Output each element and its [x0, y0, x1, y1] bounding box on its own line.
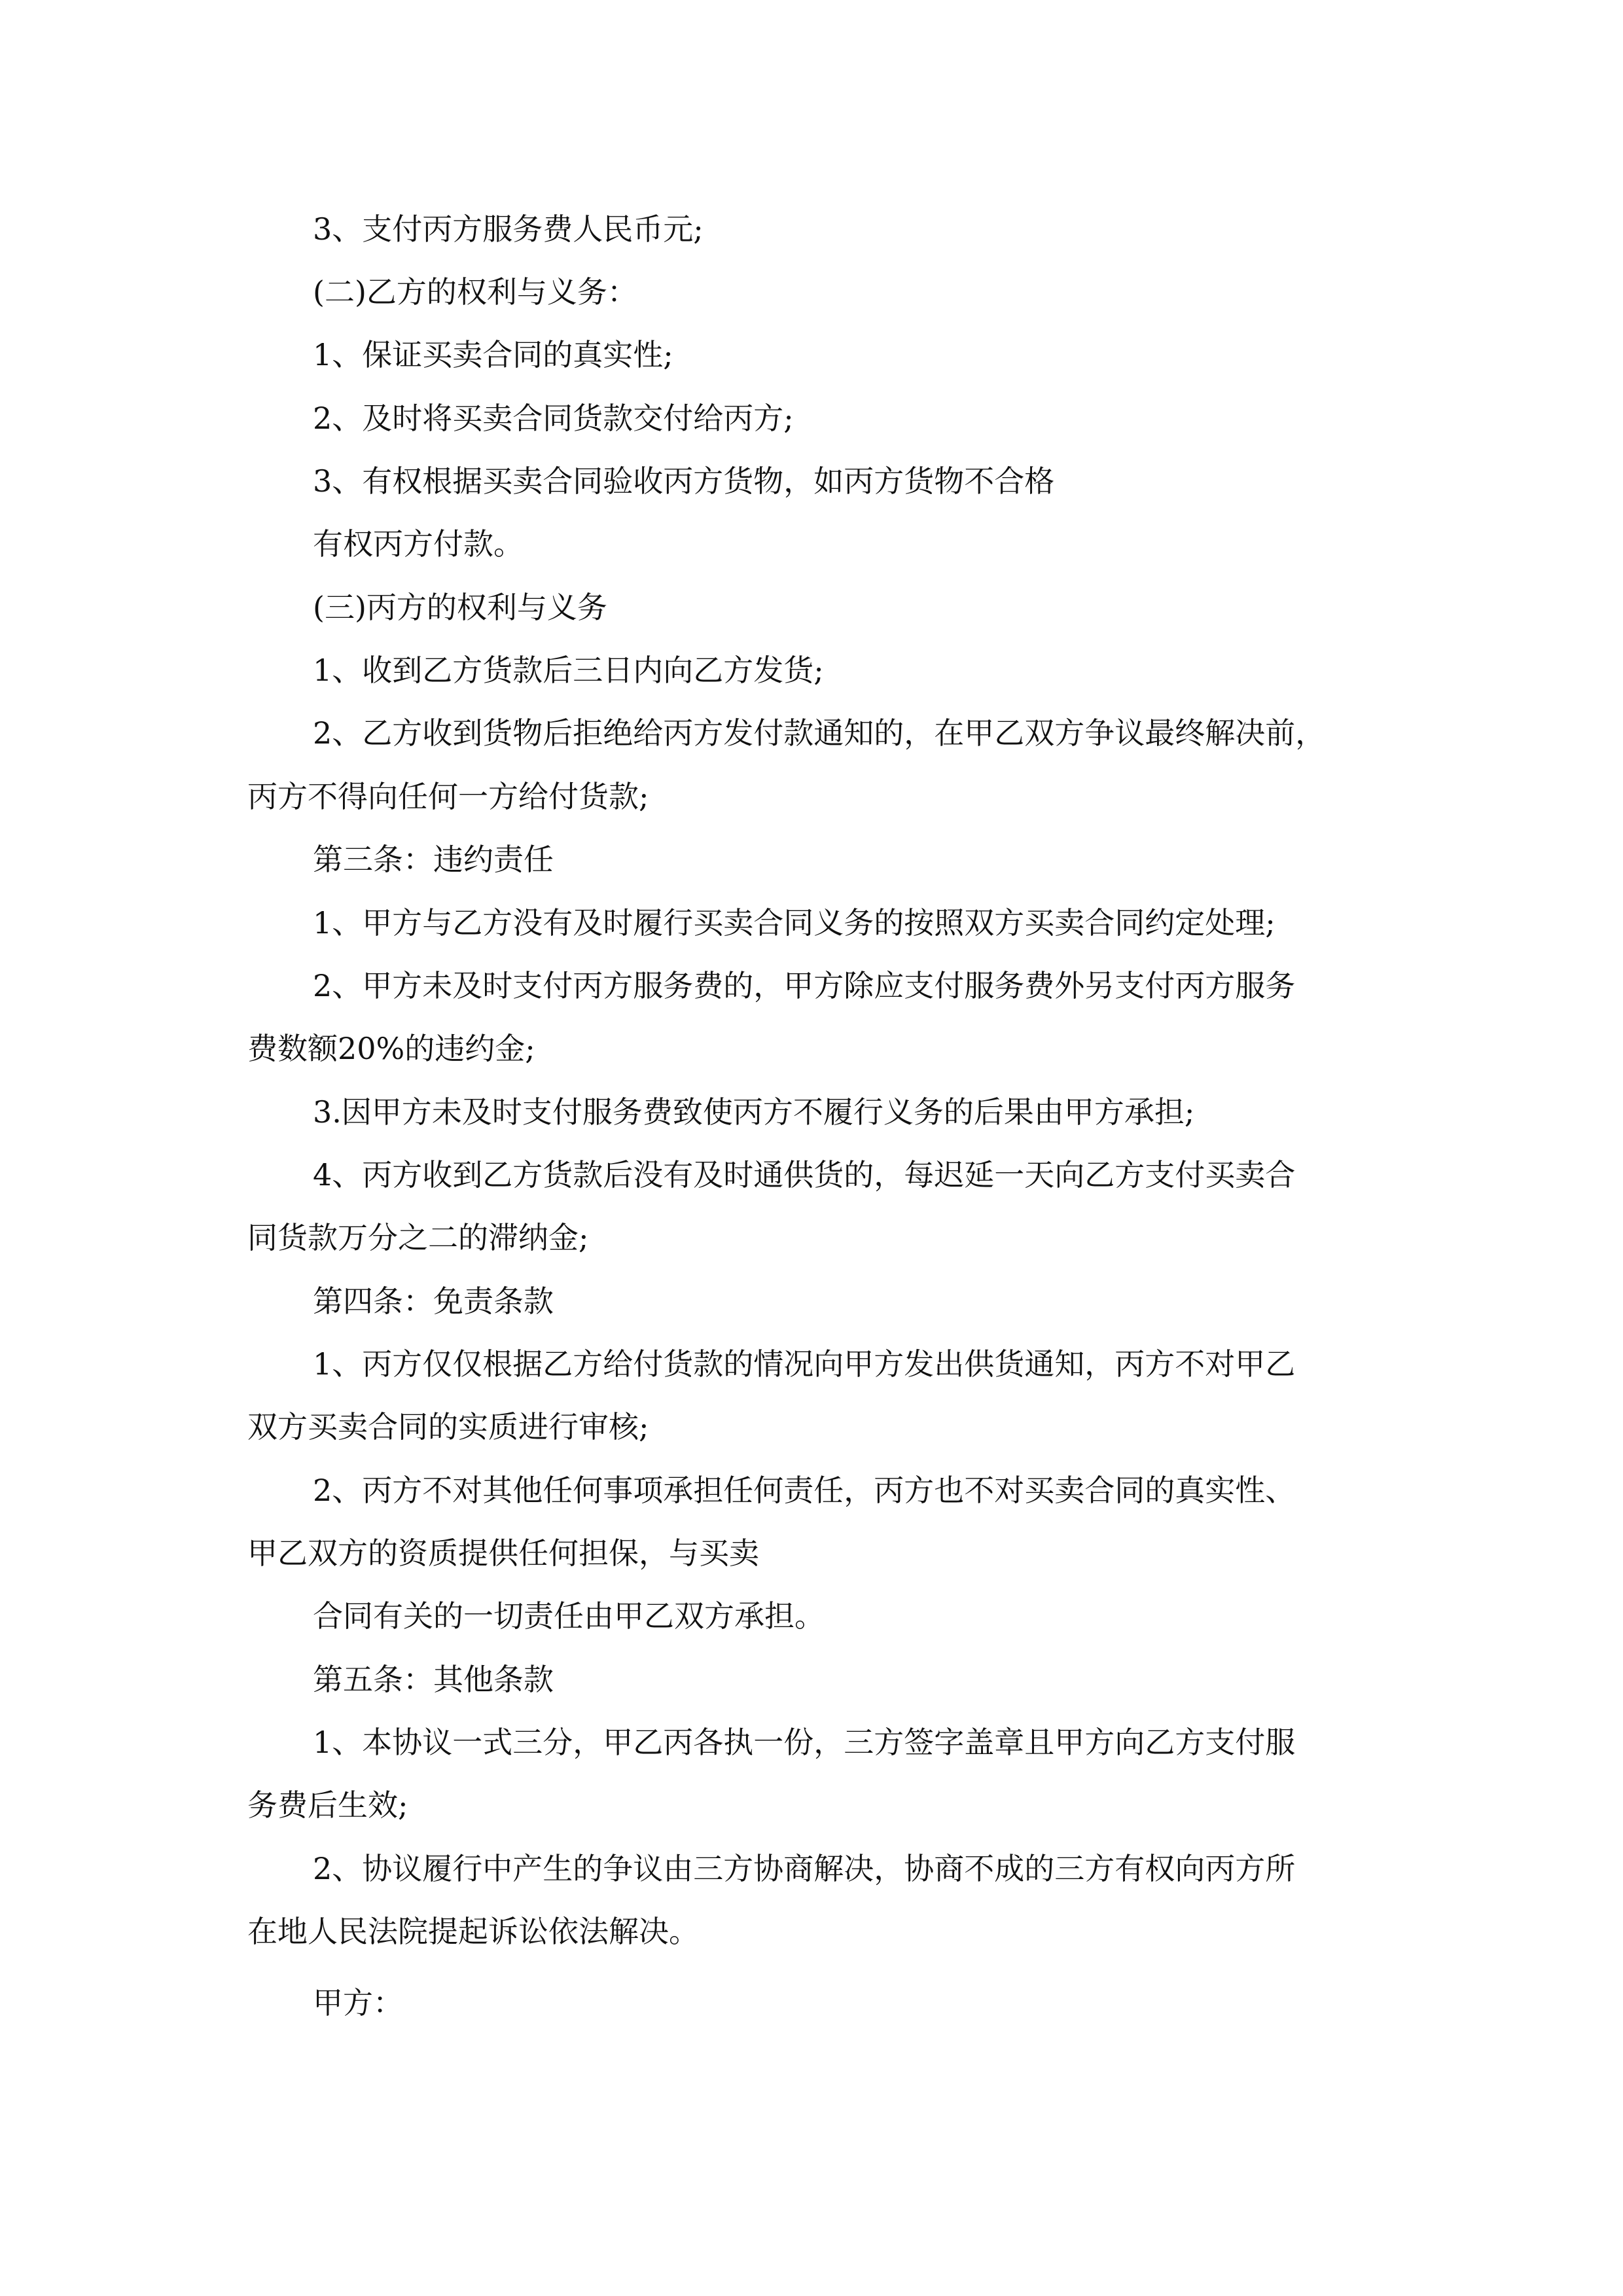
text-line: 务费后生效;: [247, 1787, 408, 1823]
article-heading: 第三条：违约责任: [313, 842, 554, 877]
text-line: 1、收到乙方货款后三日内向乙方发货;: [313, 653, 824, 688]
text-line: 3、有权根据买卖合同验收丙方货物，如丙方货物不合格: [313, 463, 1055, 499]
text-line: 1、本协议一式三分，甲乙丙各执一份，三方签字盖章且甲方向乙方支付服: [313, 1725, 1296, 1760]
article-heading: 第四条：免责条款: [313, 1283, 554, 1319]
text-line: 3、支付丙方服务费人民币元;: [313, 211, 704, 247]
text-line: 1、甲方与乙方没有及时履行买卖合同义务的按照双方买卖合同约定处理;: [313, 905, 1275, 941]
text-line: 1、丙方仅仅根据乙方给付货款的情况向甲方发出供货通知，丙方不对甲乙: [313, 1346, 1296, 1382]
signature-label-party-a: 甲方：: [313, 1985, 403, 2020]
text-line: 2、乙方收到货物后拒绝给丙方发付款通知的，在甲乙双方争议最终解决前，: [313, 715, 1326, 751]
text-line: 2、及时将买卖合同货款交付给丙方;: [313, 401, 794, 436]
text-line: 3.因甲方未及时支付服务费致使丙方不履行义务的后果由甲方承担;: [313, 1094, 1195, 1130]
text-line: 4、丙方收到乙方货款后没有及时通供货的，每迟延一天向乙方支付买卖合: [313, 1157, 1296, 1193]
text-line: 甲乙双方的资质提供任何担保，与买卖: [247, 1535, 759, 1571]
text-line: 在地人民法院提起诉讼依法解决。: [247, 1914, 699, 1949]
text-line: 合同有关的一切责任由甲乙双方承担。: [313, 1598, 825, 1634]
text-line: 2、协议履行中产生的争议由三方协商解决，协商不成的三方有权向丙方所: [313, 1851, 1296, 1886]
text-line: 同货款万分之二的滞纳金;: [247, 1220, 589, 1255]
section-heading: (二)乙方的权利与义务：: [313, 274, 637, 310]
article-heading: 第五条：其他条款: [313, 1662, 554, 1697]
text-line: 丙方不得向任何一方给付货款;: [247, 779, 649, 814]
text-line: 2、丙方不对其他任何事项承担任何责任，丙方也不对买卖合同的真实性、: [313, 1473, 1296, 1508]
text-line: 双方买卖合同的实质进行审核;: [247, 1409, 649, 1444]
section-heading: (三)丙方的权利与义务: [313, 590, 607, 625]
text-line: 2、甲方未及时支付丙方服务费的，甲方除应支付服务费外另支付丙方服务: [313, 968, 1296, 1003]
text-line: 1、保证买卖合同的真实性;: [313, 337, 673, 372]
text-line: 费数额20%的违约金;: [247, 1031, 535, 1066]
text-line: 有权丙方付款。: [313, 526, 524, 562]
